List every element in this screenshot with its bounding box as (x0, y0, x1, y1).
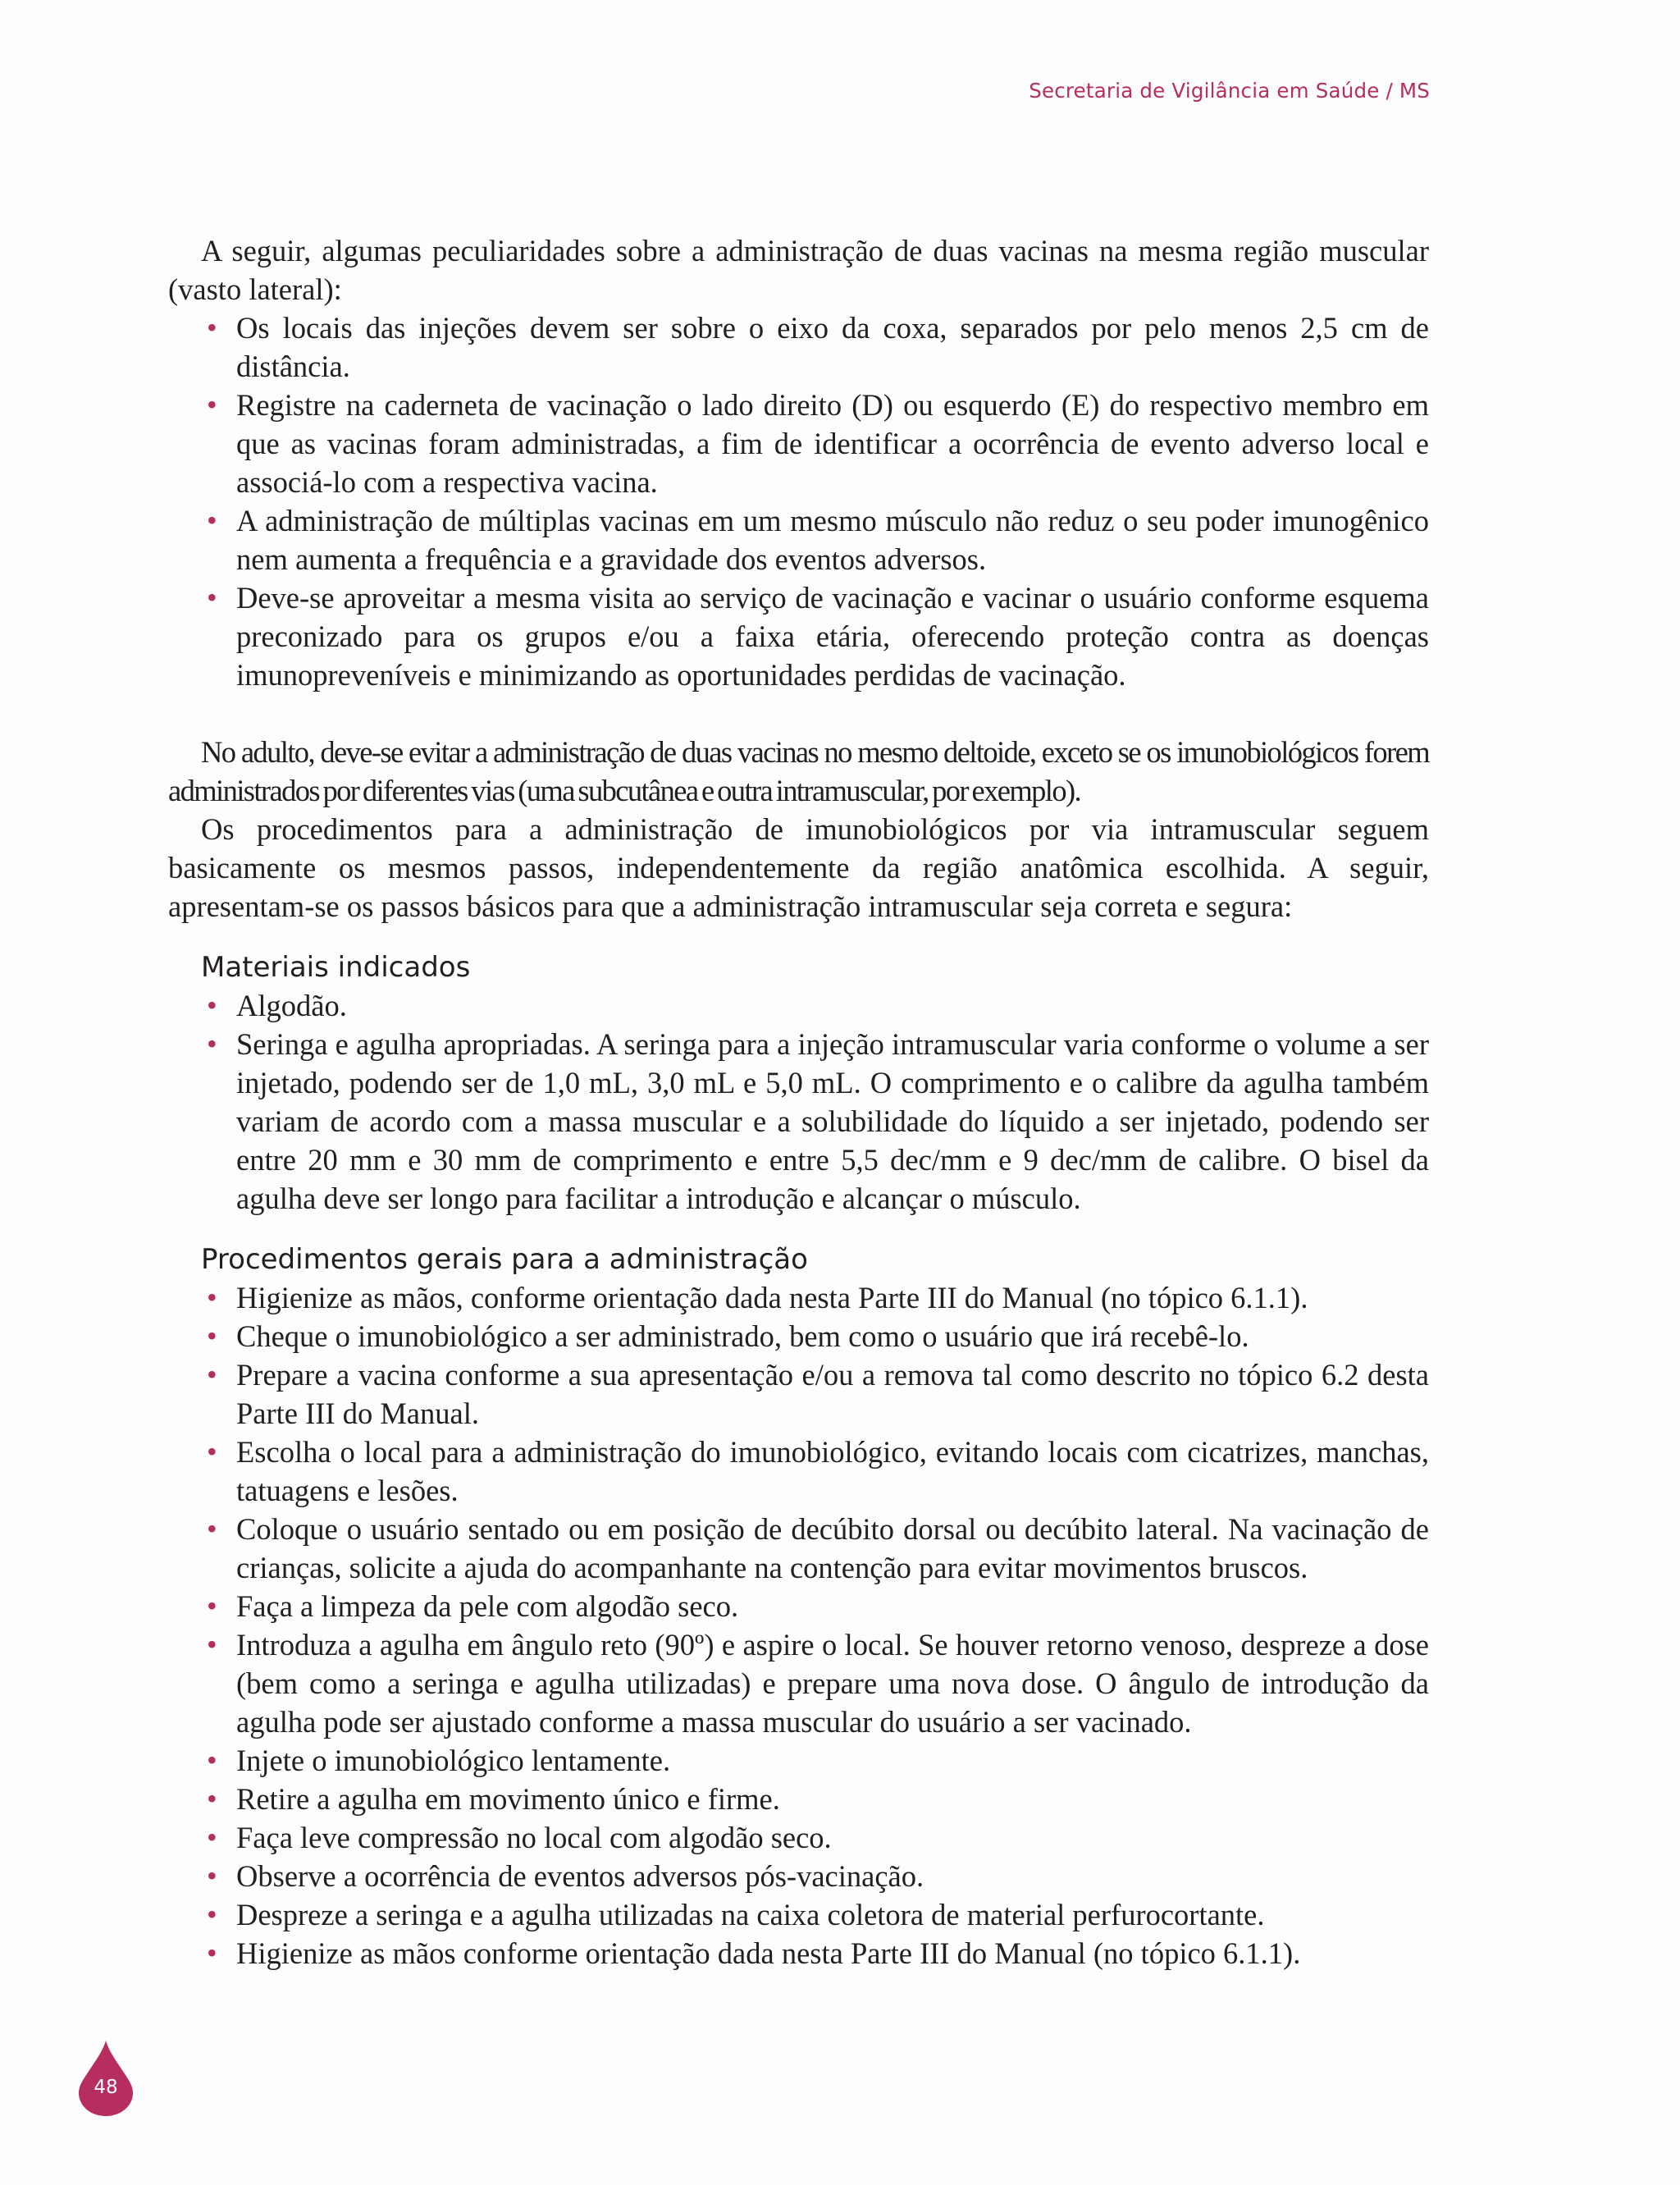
bullet-icon: • (207, 1589, 217, 1622)
bullet-icon: • (207, 311, 217, 344)
list-item-text: Faça leve compressão no local com algodão seco. (236, 1821, 832, 1854)
intro-paragraph: A seguir, algumas peculiaridades sobre a administração de duas vacinas na mesma região muscular (vasto lateral): (168, 234, 1429, 306)
list-item (207, 386, 1429, 501)
bullet-icon: • (207, 581, 217, 614)
bullet-icon: • (207, 1744, 217, 1776)
list-item-text: Higienize as mãos, conforme orientação dada nesta Parte III do Manual (no tópico 6.1.1). (236, 1281, 1308, 1314)
list-item-text: Escolha o local para a administração do imunobiológico, evitando locais com cicatrizes, manchas, tatuagens e lesões. (236, 1435, 1429, 1507)
page-content (168, 231, 1429, 1972)
bullet-icon: • (207, 1898, 217, 1931)
page-number: 48 (94, 2077, 118, 2098)
spacer (168, 1218, 1429, 1241)
list-item (207, 1780, 1429, 1818)
spacer (168, 694, 1429, 733)
list-item-text: Higienize as mãos conforme orientação dada nesta Parte III do Manual (no tópico 6.1.1). (236, 1936, 1301, 1970)
bullet-icon: • (207, 504, 217, 537)
running-header: Secretaria de Vigilância em Saúde / MS (1029, 79, 1430, 103)
list-item (207, 986, 1429, 1025)
list-item (207, 1433, 1429, 1510)
list-item-text: Despreze a seringa e a agulha utilizadas na caixa coletora de material perfurocortante. (236, 1898, 1265, 1931)
list-item (207, 1278, 1429, 1317)
page-number-badge (79, 2041, 133, 2116)
list-item (207, 1895, 1429, 1934)
list-item-text: Registre na caderneta de vacinação o lado direito (D) ou esquerdo (E) do respectivo membro em que as vacinas foram administradas, a fim de identificar a ocorrência de evento adverso local e associá-lo com a respectiva vacina. (236, 388, 1429, 499)
list-item (207, 578, 1429, 694)
bullet-icon: • (207, 1936, 217, 1969)
list-item-text: Os locais das injeções devem ser sobre o eixo da coxa, separados por pelo menos 2,5 cm de distância. (236, 311, 1429, 383)
procedures-bullet-list (168, 1278, 1429, 1972)
bullet-icon: • (207, 1512, 217, 1545)
list-item-text: A administração de múltiplas vacinas em um mesmo músculo não reduz o seu poder imunogênico nem aumenta a frequência e a gravidade dos eventos adversos. (236, 504, 1429, 576)
procedures-paragraph: Os procedimentos para a administração de imunobiológicos por via intramuscular seguem basicamente os mesmos passos, independentemente da região anatômica escolhida. A seguir, apresentam-se os passos básicos para que a administração intramuscular seja correta e segura: (168, 812, 1429, 923)
list-item-text: Seringa e agulha apropriadas. A seringa para a injeção intramuscular varia conforme o volume a ser injetado, podendo ser de 1,0 mL, 3,0 mL e 5,0 mL. O comprimento e o calibre da agulha também variam de acordo com a massa muscular e a solubilidade do líquido a ser injetado, podendo ser entre 20 mm e 30 mm de comprimento e entre 5,5 dec/mm e 9 dec/mm de calibre. O bisel da agulha deve ser longo para facilitar a introdução e alcançar o músculo. (236, 1027, 1429, 1215)
list-item-text: Prepare a vacina conforme a sua apresentação e/ou a remova tal como descrito no tópico 6.2 desta Parte III do Manual. (236, 1358, 1429, 1430)
bullet-icon: • (207, 1821, 217, 1854)
adult-paragraph: No adulto, deve-se evitar a administração de duas vacinas no mesmo deltoide, exceto se os imunobiológicos forem administrados por diferentes vias (uma subcutânea e outra intramuscular, por exemplo). (168, 735, 1429, 807)
materials-heading: Materiais indicados (201, 951, 471, 984)
list-item (207, 1025, 1429, 1218)
list-item (207, 1934, 1429, 1972)
list-item-text: Injete o imunobiológico lentamente. (236, 1744, 671, 1777)
list-item (207, 1355, 1429, 1433)
list-item-text: Observe a ocorrência de eventos adversos pós-vacinação. (236, 1859, 924, 1893)
list-item (207, 1818, 1429, 1857)
list-item (207, 1587, 1429, 1625)
list-item (207, 1317, 1429, 1355)
list-item-text: Cheque o imunobiológico a ser administrado, bem como o usuário que irá recebê-lo. (236, 1319, 1249, 1353)
procedures-heading: Procedimentos gerais para a administração (201, 1243, 808, 1276)
bullet-icon: • (207, 1358, 217, 1391)
bullet-icon: • (207, 1027, 217, 1060)
list-item (207, 309, 1429, 386)
bullet-icon: • (207, 1435, 217, 1468)
spacer (168, 926, 1429, 949)
list-item-text: Deve-se aproveitar a mesma visita ao serviço de vacinação e vacinar o usuário conforme esquema preconizado para os grupos e/ou a faixa etária, oferecendo proteção contra as doenças imunopreveníveis e minimizando as oportunidades perdidas de vacinação. (236, 581, 1429, 692)
bullet-icon: • (207, 1281, 217, 1314)
bullet-icon: • (207, 388, 217, 421)
bullet-icon: • (207, 1319, 217, 1352)
list-item-text: Algodão. (236, 989, 347, 1022)
bullet-icon: • (207, 989, 217, 1022)
bullet-icon: • (207, 1782, 217, 1815)
list-item (207, 1741, 1429, 1780)
list-item-text: Introduza a agulha em ângulo reto (90º) e aspire o local. Se houver retorno venoso, despreze a dose (bem como a seringa e agulha utilizadas) e prepare uma nova dose. O ângulo de introdução da agulha pode ser ajustado conforme a massa muscular do usuário a ser vacinado. (236, 1628, 1429, 1739)
list-item (207, 1625, 1429, 1741)
list-item-text: Faça a limpeza da pele com algodão seco. (236, 1589, 739, 1623)
bullet-icon: • (207, 1859, 217, 1892)
intro-bullet-list (168, 309, 1429, 694)
list-item-text: Coloque o usuário sentado ou em posição de decúbito dorsal ou decúbito lateral. Na vacinação de crianças, solicite a ajuda do acompanhante na contenção para evitar movimentos bruscos. (236, 1512, 1429, 1584)
list-item-text: Retire a agulha em movimento único e firme. (236, 1782, 780, 1816)
list-item (207, 1857, 1429, 1895)
materials-bullet-list (168, 986, 1429, 1218)
list-item (207, 1510, 1429, 1587)
list-item (207, 501, 1429, 578)
bullet-icon: • (207, 1628, 217, 1661)
